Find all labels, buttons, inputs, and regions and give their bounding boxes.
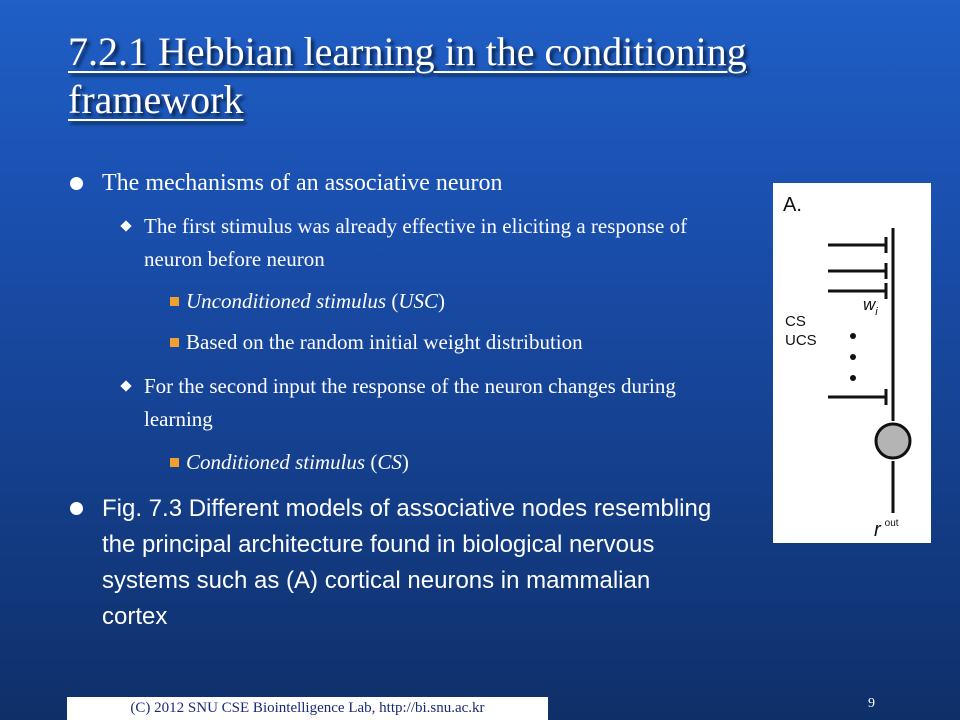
- output-label: r $^{out}$: [874, 518, 899, 541]
- list-item: Based on the random initial weight distribution: [186, 330, 583, 354]
- page-number: 9: [868, 696, 875, 711]
- abbrev-italic: CS: [377, 450, 402, 474]
- bullet-item: [70, 166, 503, 200]
- associative-neuron-diagram: [773, 183, 931, 543]
- sub-bullet-text: The first stimulus was already effective in eliciting a response of neuron before neuron: [144, 214, 688, 271]
- cs-label: CS: [785, 313, 806, 330]
- ellipsis-dot: [850, 333, 856, 339]
- square-bullet-icon: [170, 297, 179, 306]
- ucs-label: UCS: [785, 332, 817, 349]
- abbrev-italic: USC: [398, 289, 439, 313]
- bullet-item: [70, 491, 722, 635]
- synapse-input: [828, 283, 886, 299]
- sub-bullet-text: For the second input the response of the neuron changes during learning: [144, 374, 676, 431]
- square-bullet-icon: [170, 458, 179, 467]
- synapse-input: [828, 237, 886, 253]
- bullet-dot-icon: [70, 177, 83, 190]
- neuron-figure: [773, 183, 931, 543]
- ellipsis-dot: [850, 354, 856, 360]
- synapse-input: [828, 263, 886, 279]
- synapse-input: [828, 389, 886, 405]
- slide-title: 7.2.1 Hebbian learning in the conditioning framework: [68, 29, 747, 122]
- bullet-dot-icon: [70, 502, 83, 515]
- list-item: Unconditioned stimulus (USC): [186, 289, 446, 313]
- term-italic: Unconditioned stimulus: [186, 289, 387, 313]
- ellipsis-dot: [850, 375, 856, 381]
- diamond-bullet-icon: [120, 380, 131, 391]
- bullet-text: The mechanisms of an associative neuron: [102, 170, 503, 196]
- weight-label: $w_i$: [863, 295, 878, 318]
- panel-label: A.: [783, 194, 802, 216]
- diamond-bullet-icon: [120, 220, 131, 231]
- list-item: Conditioned stimulus (CS): [186, 450, 409, 474]
- footer-credit: (C) 2012 SNU CSE Biointelligence Lab, http://bi.snu.ac.kr: [67, 697, 548, 720]
- bullet-text: Fig. 7.3 Different models of associative nodes resembling the principal architecture found in biological nervous systems such as (A) cortical neurons in mammalian cortex: [102, 495, 712, 630]
- term-italic: Conditioned stimulus: [186, 450, 366, 474]
- neuron-soma: [876, 424, 910, 458]
- square-bullet-icon: [170, 338, 179, 347]
